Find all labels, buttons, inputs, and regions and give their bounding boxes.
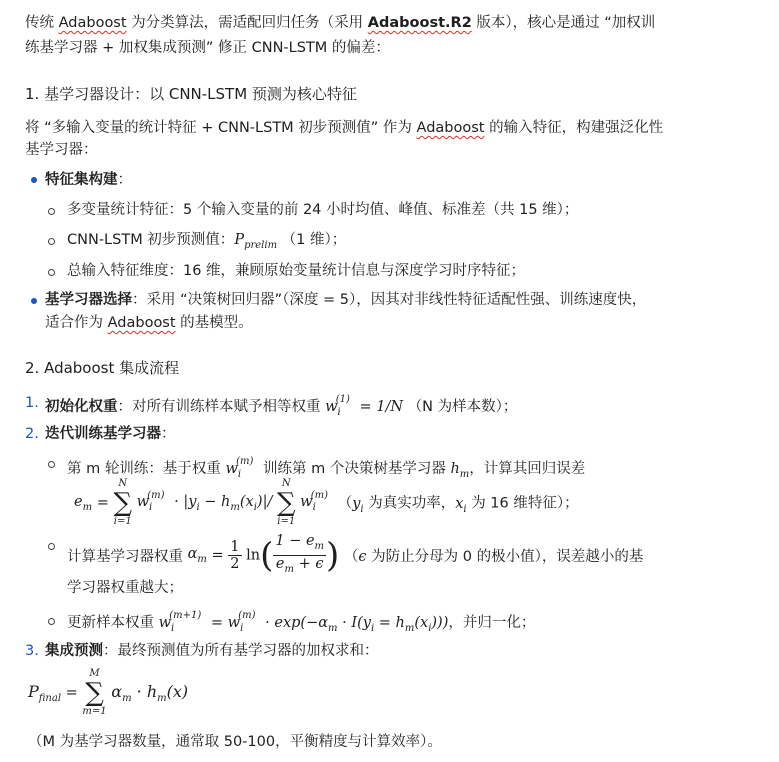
item1-init-weights: 初始化权重：对所有训练样本赋予相等权重 $w_i^{(1)} = 1/N$ （N 为样本数）； bbox=[45, 394, 518, 418]
sub-bullet bbox=[48, 269, 55, 276]
item2-iterate: 迭代训练基学习器： bbox=[45, 426, 176, 442]
math-weight-update: $w_i^{(m+1)} = w_i^{(m)} \cdot \exp(-\alpha_m \cdot I(y_i = h_m(x_i)))$ bbox=[158, 610, 449, 634]
section2-heading: 2. Adaboost 集成流程 bbox=[25, 359, 180, 377]
bullet-dot bbox=[31, 298, 37, 304]
fraction-error: $\frac{1 - e_m}{e_m + \epsilon}$ bbox=[275, 533, 325, 575]
step-learner-weight-line-2: 学习器权重越大； bbox=[67, 580, 183, 596]
sub-bullet bbox=[48, 238, 55, 245]
spell-word: Adaboost bbox=[107, 315, 176, 331]
sum-symbol: N ∑ i=1 bbox=[113, 478, 133, 527]
sum-symbol: N ∑ i=1 bbox=[276, 478, 296, 527]
fraction-half: $\frac{1}{2}$ bbox=[230, 538, 240, 572]
spell-word: Adaboost bbox=[58, 15, 127, 31]
intro-line-2: 练基学习器 + 加权集成预测” 修正 CNN-LSTM 的偏差： bbox=[25, 40, 390, 56]
section1-heading: 1. 基学习器设计：以 CNN-LSTM 预测为核心特征 bbox=[25, 85, 357, 103]
sub-bullet bbox=[48, 543, 55, 550]
sub-bullet bbox=[48, 618, 55, 625]
bullet-feature-set: 特征集构建： bbox=[45, 172, 132, 188]
spell-word: Adaboost.R2 bbox=[367, 15, 472, 31]
item3-ensemble: 集成预测：最终预测值为所有基学习器的加权求和： bbox=[45, 643, 379, 659]
sub-item-dims: 总输入特征维度：16 维，兼顾原始变量统计信息与深度学习时序特征； bbox=[67, 263, 526, 279]
math-p-prelim: $P_{prelim}$ bbox=[234, 232, 278, 251]
sub-item-stat-features: 多变量统计特征：5 个输入变量的前 24 小时均值、峰值、标准差（共 15 维）； bbox=[67, 202, 579, 218]
intro-line-1: 传统 Adaboost 为分类算法，需适配回归任务（采用 Adaboost.R2 版本），核心是通过 “加权训 bbox=[25, 15, 656, 31]
step-train: 第 m 轮训练：基于权重 $w_i^{(m)}$ 训练第 m 个决策树基学习器 $h_m$，计算其回归误差 bbox=[67, 456, 586, 480]
sum-symbol: M ∑ m=1 bbox=[82, 668, 107, 717]
section1-para-line-2: 基学习器： bbox=[25, 142, 98, 158]
bullet-base-learner-line-2: 适合作为 Adaboost 的基模型。 bbox=[45, 315, 253, 331]
sub-item-prelim: CNN-LSTM 初步预测值：$P_{prelim}$ （1 维）； bbox=[67, 232, 347, 251]
item2-number: 2. bbox=[25, 426, 39, 442]
bullet-base-learner: 基学习器选择：采用 “决策树回归器”（深度 = 5），因其对非线性特征适配性强、训练速度快， bbox=[45, 292, 647, 308]
item3-number: 3. bbox=[25, 643, 39, 659]
sub-bullet bbox=[48, 208, 55, 215]
step-update-weights: 更新样本权重 $w_i^{(m+1)} = w_i^{(m)} \cdot \exp(-\alpha_m \cdot I(y_i = h_m(x_i)))$，并归一化； bbox=[67, 610, 536, 634]
bullet-dot bbox=[31, 177, 37, 183]
math-init-weight: $w_i^{(1)} = 1/N$ bbox=[325, 394, 404, 418]
step-learner-weight: 计算基学习器权重 $\alpha_m$ = $\frac{1}{2}$ ln( $\frac{1 - e_m}{e_m + \epsilon}$ ) （ϵ 为防止分母为 0 的极小值），误差越小的基 bbox=[67, 533, 643, 578]
math-h-m: $h_m$ bbox=[450, 460, 470, 480]
math-weight-m: $w_i^{(m)}$ bbox=[225, 456, 254, 480]
final-note: （M 为基学习器数量，通常取 50-100，平衡精度与计算效率）。 bbox=[28, 734, 442, 750]
item1-number: 1. bbox=[25, 395, 39, 411]
formula-final: $P_{final}$ = M ∑ m=1 $\alpha_m \cdot h_m(x)$ bbox=[28, 668, 189, 717]
formula-error: $e_m$ = N ∑ i=1 $w_i^{(m)} \cdot |y_i - h_m(x_i)|/$ N ∑ i=1 $w_i^{(m)}$ （$y_i$ 为真实功率，$x_i$ 为 16 维特征）； bbox=[74, 478, 579, 527]
spell-word: Adaboost bbox=[416, 120, 485, 136]
section1-para-line-1: 将 “多输入变量的统计特征 + CNN-LSTM 初步预测值” 作为 Adaboost 的输入特征，构建强泛化性 bbox=[25, 120, 664, 136]
sub-bullet bbox=[48, 461, 55, 468]
